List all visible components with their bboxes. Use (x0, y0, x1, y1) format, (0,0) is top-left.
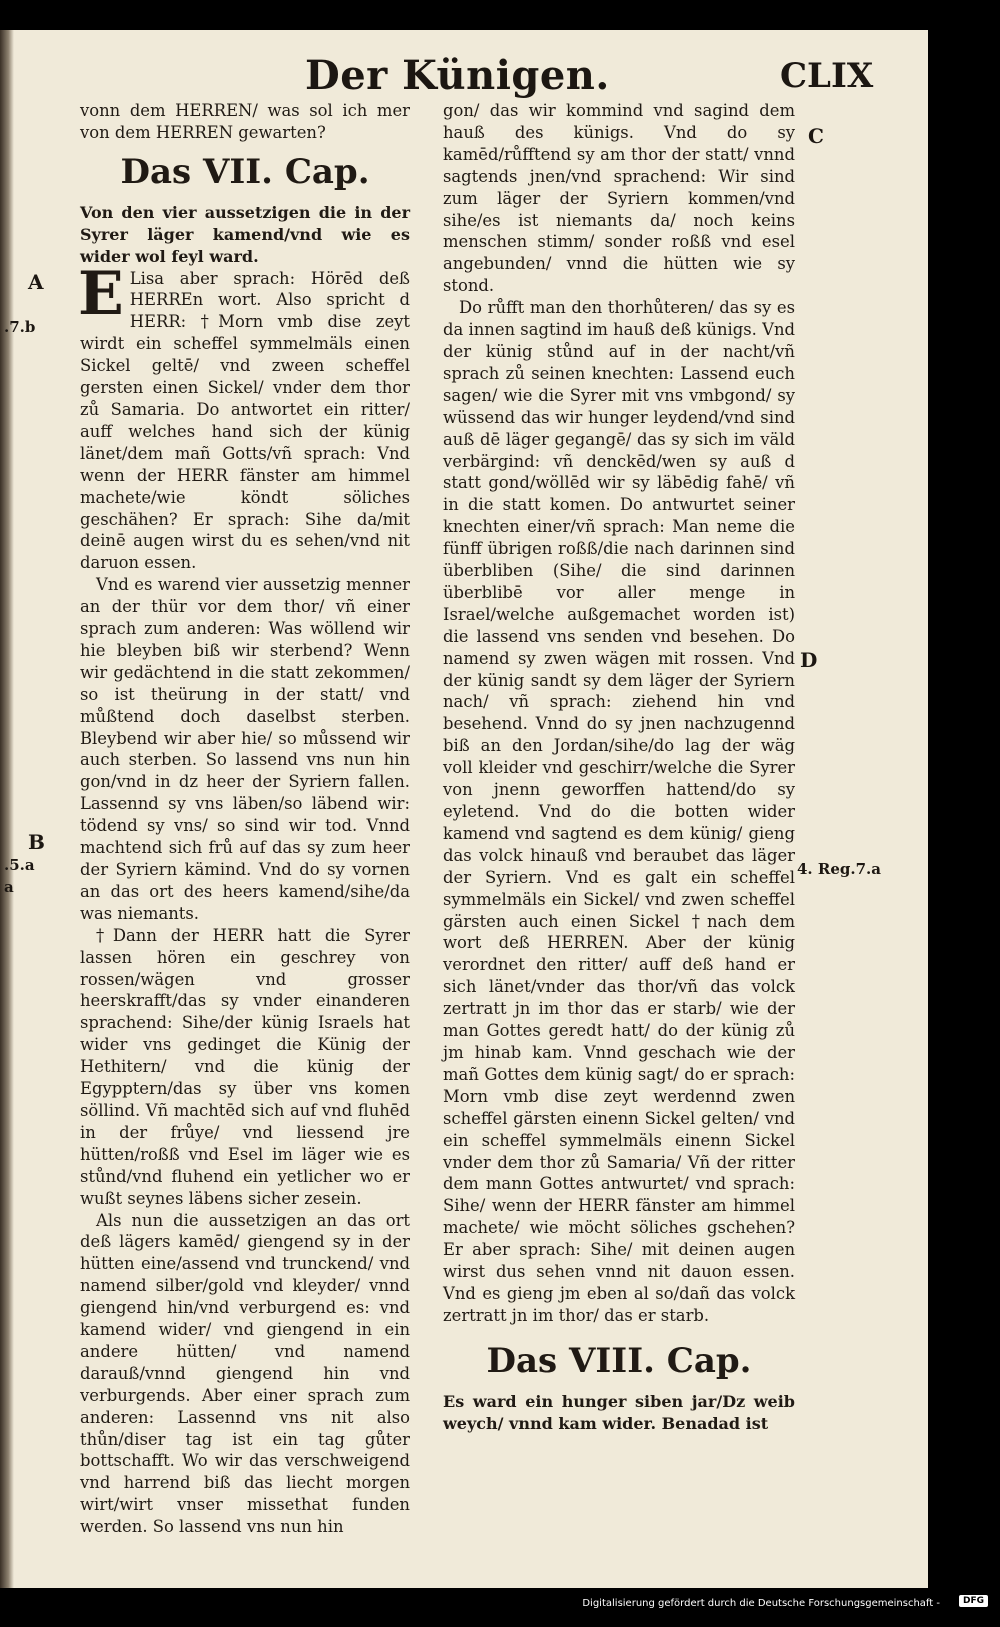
paragraph-text: Lisa aber sprach: Hörēd deß HERREn wort. Also spricht d HERR: †Morn vmb dise zeyt wirdt ein scheffel symmelmäls einen Sickel geltē/ vnd zween scheffel gersten einen Sickel/ vnder dem thor zů Samaria. Do antwortet ein ritter/ auff welches hand sich der künig länet/dem mañ Gotts/vñ sprach: Vnd wenn der HERR fänster am himmel machete/wie köndt söliches geschähen? Er sprach: Sihe da/mit deinē augen wirst du es sehen/vnd nit daruon essen. (80, 268, 410, 573)
margin-letter-a: A (28, 270, 44, 294)
dfg-logo: DFG (959, 1595, 988, 1607)
margin-reference: .5.a (4, 856, 35, 874)
chapter-heading: Das VII. Cap. (120, 151, 370, 192)
opening-text: vonn dem HERREN/ was sol ich mer von dem HERREN gewarten? (80, 101, 410, 142)
margin-reference: a (4, 878, 14, 896)
margin-reference: 4. Reg.7.a (797, 860, 881, 878)
page-gutter-shadow (0, 30, 14, 1588)
footer-credit: Digitalisierung gefördert durch die Deutsche Forschungsgemeinschaft - (582, 1598, 940, 1609)
margin-letter-b: B (28, 830, 45, 854)
right-column (443, 100, 795, 1435)
paragraph: Do růfft man den thorhůteren/ das sy es da innen sagtind im hauß deß künigs. Vnd der künig stůnd auf in der nacht/vñ sprach zů seinen knechten: Lassend euch sagen/ wie die Syrer mit vns vmbgond/ sy wüssend das wir hunger leydend/vnd sind auß dē läger gegangē/ das sy sich im väld verbärgind: vñ denckēd/wen sy auß d statt gond/wöllēd wir sy läbēdig fahē/ vñ in die statt komen. Do antwurtet seiner knechten einer/vñ sprach: Man neme die fünff übrigen roßß/die nach darinnen sind überbliben (Sihe/ die sind darinnen überblibē vor aller menge in Israel/welche außgemachet worden ist) die lassend vns senden vnd besehen. Do namend sy zwen wägen mit rossen. Vnd der künig sandt sy dem läger der Syriern nach/ vñ sprach: ziehend hin vnd besehend. Vnnd do sy jnen nachzugennd biß an den Jordan/sihe/do lag der wäg voll kleider vnd geschirr/welche die Syrer von jnenn geworffen hattend/do sy eyletend. Vnd do die botten wider kamend vnd sagtend es dem künig/ gieng das volck hinauß vnd beraubet das läger der Syriern. Vnd es galt ein scheffel symmelmäls ein Sickel/ vnd zwen scheffel gärsten auch einen Sickel †nach dem wort deß HERREN. Aber der künig verordnet den ritter/ auff deß hand er sich länet/vnder das thor/vñ das volck zertratt jn im thor das er starb/ wie der man Gottes geredt hatt/ do der künig zů jm hinab kam. Vnnd geschach wie der mañ Gottes dem künig sagt/ do er sprach: Morn vmb dise zeyt werdennd zwen scheffel gärsten einenn Sickel gelten/ vnd ein scheffel symmelmäls einenn Sickel vnder dem thor zů Samaria/ Vñ der ritter dem mann Gottes antwurtet/ vnd sprach: Sihe/ wenn der HERR fänster am himmel machete/ wie möcht söliches gschehen? Er aber sprach: Sihe/ mit deinen augen wirst dus sehen vnnd nit dauon essen. Vnd es gieng jm eben al so/dañ das volck zertratt jn im thor/ das er starb. (443, 298, 795, 1325)
chapter-heading: Das VIII. Cap. (486, 1340, 752, 1381)
left-column (80, 100, 410, 1538)
folio-number: CLIX (780, 56, 874, 96)
book-page (0, 30, 928, 1588)
running-title: Der Künigen. (305, 52, 610, 99)
paragraph (78, 258, 410, 575)
drop-cap: E (78, 258, 124, 329)
chapter-summary: Es ward ein hunger siben jar/Dz weib weych/ vnnd kam wider. Benadad ist (443, 1391, 795, 1433)
margin-letter-c: C (808, 124, 824, 148)
margin-reference: .7.b (4, 318, 36, 336)
paragraph: †Dann der HERR hatt die Syrer lassen hören ein geschrey von rossen/wägen vnd grosser heerskrafft/das sy vnder einanderen sprachend: Sihe/der künig Israels hat wider vns gedinget die Künig der Hethitern/ vnd die künig der Egypptern/das sy über vns komen söllind. Vñ machtēd sich auf vnd fluhēd in der frůye/ vnd liessend jre hütten/roßß vnd Esel im läger wie es stůnd/vnd fluhend ein yetlicher wo er wußt seynes läbens sicher zesein. (80, 925, 410, 1208)
paragraph: Vnd es warend vier aussetzig menner an der thür vor dem thor/ vñ einer sprach zum anderen: Was wöllend wir hie bleyben biß wir sterbend? Wenn wir gedächtend in die statt zekommen/ so ist theürung in der statt/ vnd můßtend doch daselbst sterben. Bleybend wir aber hie/ so můssend wir auch sterben. So lassend vns nun hin gon/vnd in dz heer der Syriern fallen. Lassennd sy vns läben/so läbend wir: tödend sy vns/ so sind wir tod. Vnnd machtend sich frů auf das sy zum heer der Syriern kämind. Vnd do sy vornen an das ort des heers kamend/sihe/da was niemants. (80, 575, 410, 923)
margin-letter-d: D (800, 648, 818, 672)
paragraph: gon/ das wir kommind vnd sagind dem hauß des künigs. Vnd do sy kamēd/růfftend sy am thor der statt/ vnnd sagtends jnen/vnd sprachend: Wir sind zum läger der Syriern kommen/vnd sihe/es ist niemants da/ noch keins menschen stimm/ sonder roßß vnd esel angebunden/ vnnd die hütten wie sy stond. (443, 101, 795, 296)
paragraph: Als nun die aussetzigen an das ort deß lägers kamēd/ giengend sy in der hütten eine/assend vnd trunckend/ vnd namend silber/gold vnd kleyder/ vnnd giengend hin/vnd verburgend es: vnd kamend wider/ vnd giengend in ein andere hütten/ vnd namend darauß/vnnd giengend hin vnd verburgends. Aber einer sprach zum anderen: Lassennd vns nit also thůn/diser tag ist ein tag gůter bottschafft. Wo wir das verschweigend vnd harrend biß das liecht morgen wirt/wirt vnser missethat funden werden. So lassend vns nun hin (80, 1210, 410, 1537)
chapter-summary: Von den vier aussetzigen die in der Syrer läger kamend/vnd wie es wider wol feyl ward. (80, 202, 410, 266)
